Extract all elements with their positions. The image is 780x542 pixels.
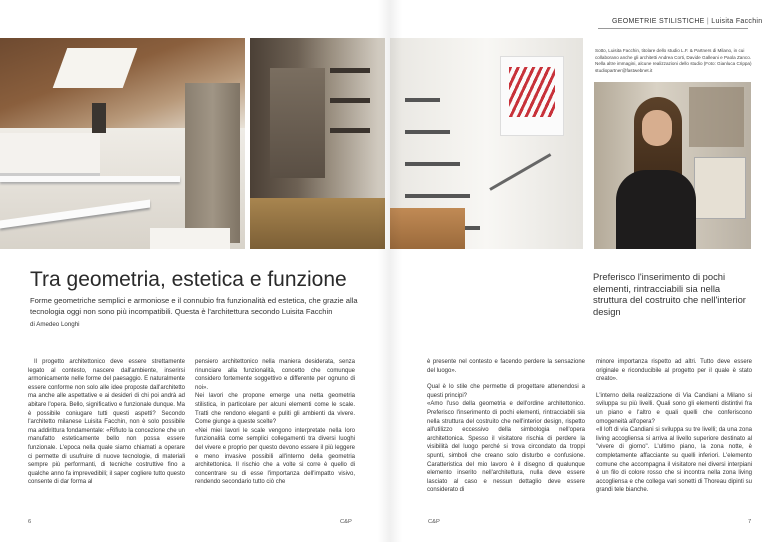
folio-left-number: 6 — [28, 519, 32, 525]
header-rule — [598, 28, 748, 29]
folio-right-label: C&P — [428, 519, 440, 525]
body-column-1 — [28, 358, 185, 487]
paragraph: Qual è lo stile che permette di progettare attenendosi a questi principi? — [427, 384, 585, 399]
article-title: Tra geometria, estetica e funzione — [30, 268, 347, 291]
body-column-2 — [195, 358, 355, 487]
photo-caption: Sotto, Luisita Facchin, titolare dello studio L.F. & Partners di Milano, in cui collaborano anche gli architetti Andrea Corti, Davide Galleani e Paola Zanco. Nella altre immagini, alcune realizzazioni dello studio (Foto: Gianluca Crippa) studiopartner@fastwebnet.it — [595, 48, 752, 73]
pull-quote: Preferisco l'inserimento di pochi elementi, rintracciabili sia nella struttura del costruito che nell'interior design — [593, 271, 746, 317]
paragraph: L'interno della realizzazione di Via Candiani a Milano si sviluppa su più livelli. Quali sono gli elementi distintivi fra un piano e l'altro e quali quelli che conferiscono omogeneità all'opera? — [596, 392, 752, 425]
paragraph: Nei lavori che propone emerge una netta geometria stilistica, in particolare per alcuni elementi come le scale. Tratti che rendono eleganti e puliti gli ambienti da vivere. Come giunge a queste scelte? — [195, 393, 355, 426]
photo-attic-loft — [0, 38, 245, 249]
paragraph: «Nei miei lavori le scale vengono interpretate nella loro funzionalità come semplici collegamenti tra diversi luoghi del vivere e proprio per questo devono essere il più leggere e meno invasive possibili all'interno della geometria architettonica. Il rischio che a volte si corre è quello di concentrare su di esse l'importanza dell'impatto visivo, rendendo secondario tutto ciò che — [195, 427, 355, 486]
header-section: GEOMETRIE STILISTICHE — [612, 18, 705, 25]
paragraph: Il progetto architettonico deve essere strettamente legato al contesto, nascere dall'ambiente, inserirsi armonicamente nelle forme del paesaggio. E naturalmente essere conforme non solo alle idee proposte dall'architetto ma anche alle aspettative e ai desideri di chi poi andrà ad abitare l'opera. Bello, significativo e funzionale dunque. Ma è possibile coniugare tutti questi aspetti? Secondo l'architetto milanese Luisita Facchin, non è solo possibile ma addirittura fondamentale: «Rifiuto la concezione che un manufatto esteticamente bello non possa essere funzionale. L'epoca nella quale siamo chiamati a operare ci permette di usufruire di nuove tecnologie, di materiali sempre più performanti, di tecniche costruttive fino a qualche anno fa imprevedibili; il saper cogliere tutto questo consente di dar forma al — [28, 359, 185, 486]
article-subtitle: Forme geometriche semplici e armoniose e il connubio fra funzionalità ed estetica, che grazie alla tecnologia oggi non sono più incompatibili. Questa è l'architettura secondo Luisita Facchin — [30, 296, 358, 316]
photo-staircase-artwork — [390, 38, 583, 249]
body-column-3 — [427, 358, 585, 495]
photo-interior-stairs — [250, 38, 385, 249]
running-header — [612, 18, 762, 25]
page-gutter — [378, 0, 402, 542]
header-separator: | — [706, 18, 710, 25]
paragraph: pensiero architettonico nella maniera desiderata, senza rinunciare alla funzionalità, concetto che comunque considero fortemente soggettivo e differente per ognuno di noi». — [195, 359, 355, 391]
article-author: di Amedeo Longhi — [30, 321, 80, 328]
paragraph: minore importanza rispetto ad altri. Tutto deve essere originale e riconducibile al progetto per il quale è stato creato». — [596, 359, 752, 383]
body-column-4 — [596, 358, 752, 495]
paragraph: «Il loft di via Candiani si sviluppa su tre livelli; da una zona living accogliensa si arriva al livello superiore destinato al "vivere di giorno". L'ultimo piano, la zona notte, è completamente affacciante su quelli inferiori. L'elemento comune che accompagna il visitatore nei diversi interpiani è un filo di colore rosso che si incontra nella zona living accogliensa e che collega vari sonetti di Thoreau dipinti su grandi tele bianche. — [596, 427, 752, 494]
header-name: Luisita Facchin — [711, 18, 763, 25]
paragraph: «Amo l'uso della geometria e dell'ordine architettonico. Preferisco l'inserimento di pochi elementi, rintracciabili sia nella struttura del costruito che nell'interior design, rispetto all'utilizzo eccessivo della simbologia nell'opera architettonica. Spesso il visitatore rischia di perdere la visibilità del luogo perché si trova circondato da troppi spunti, simboli che creano solo disturbo e confusione. Caratteristica del mio lavoro è il disegno di qualunque elemento inserito nell'architettura, nulla deve essere lasciato al caso e nessun dettaglio deve essere considerato di — [427, 401, 585, 494]
folio-right-number: 7 — [748, 519, 752, 525]
paragraph: è presente nel contesto e facendo perdere la sensazione del luogo». — [427, 359, 585, 374]
photo-portrait-luisita-facchin — [594, 82, 751, 249]
folio-left-label: C&P — [340, 519, 352, 525]
